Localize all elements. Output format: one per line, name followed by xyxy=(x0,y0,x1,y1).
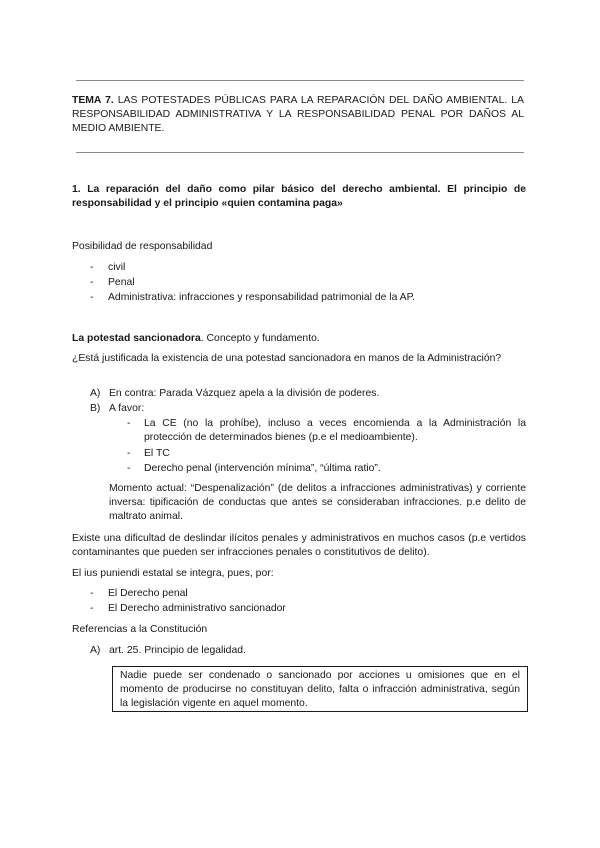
momento-actual: Momento actual: “Despenalización” (de delitos a infracciones administrativas) y corriente inversa: tipificación de conductas que antes se consideraban infracciones. p.e delito de maltrato animal. xyxy=(109,483,526,522)
bottom-rule xyxy=(76,152,524,153)
list-item: - El Derecho penal xyxy=(90,588,188,599)
dash-bullet: - xyxy=(90,588,94,599)
dash-bullet: - xyxy=(90,292,94,303)
referencias-label: Referencias a la Constitución xyxy=(72,624,208,635)
constitution-quote-box: Nadie puede ser condenado o sancionado por acciones u omisiones que en el momento de producirse no constituyan delito, falta o infracción administrativa, según la legislación vigente en aquel momento. xyxy=(112,666,528,712)
ius-list xyxy=(72,587,526,617)
option-b-text: A favor: xyxy=(109,403,145,414)
list-item: - Derecho penal (intervención mínima”, “última ratio”. xyxy=(127,463,381,474)
ius-intro: El ius puniendi estatal se integra, pues, por: xyxy=(72,568,274,579)
dash-bullet: - xyxy=(90,603,94,614)
posibilidad-list xyxy=(72,261,526,306)
title-number: TEMA 7. xyxy=(72,95,114,106)
posibilidad-label: Posibilidad de responsabilidad xyxy=(72,241,213,252)
option-a-text: En contra: Parada Vázquez apela a la división de poderes. xyxy=(109,388,380,399)
list-item: - Penal xyxy=(90,277,135,288)
title-text: LAS POTESTADES PÚBLICAS PARA LA REPARACIÓN DEL DAÑO AMBIENTAL. LA RESPONSABILIDAD ADMINISTRATIVA Y LA RESPONSABILIDAD PENAL POR DAÑOS AL MEDIO AMBIENTE. xyxy=(72,95,524,134)
dash-bullet: - xyxy=(127,418,131,429)
referencias-marker: A) xyxy=(90,645,101,656)
section-heading-line1: 1. La reparación del daño como pilar básico del derecho ambiental. El principio de xyxy=(72,184,526,195)
document-title xyxy=(72,94,524,136)
section-heading-line2: responsabilidad y el principio «quien contamina paga» xyxy=(72,198,343,209)
dash-bullet: - xyxy=(127,448,131,459)
list-item: - La CE (no la prohíbe), incluso a veces encomienda a la Administración la protección de determinados bienes (p.e el medioambiente). xyxy=(127,418,526,443)
favor-list xyxy=(72,417,526,477)
list-item: - civil xyxy=(90,262,126,273)
list-item: - Administrativa: infracciones y responsabilidad patrimonial de la AP. xyxy=(90,292,416,303)
potestad-heading-rest: . Concepto y fundamento. xyxy=(200,333,320,344)
top-rule xyxy=(76,80,524,81)
potestad-heading xyxy=(72,332,526,346)
option-b-marker: B) xyxy=(90,403,101,414)
dash-bullet: - xyxy=(90,262,94,273)
dash-bullet: - xyxy=(90,277,94,288)
referencias-text: art. 25. Principio de legalidad. xyxy=(109,645,246,656)
potestad-question: ¿Está justificada la existencia de una potestad sancionadora en manos de la Administración? xyxy=(72,353,502,364)
dash-bullet: - xyxy=(127,463,131,474)
section-heading xyxy=(72,183,526,211)
option-a-marker: A) xyxy=(90,388,101,399)
potestad-heading-bold: La potestad sancionadora xyxy=(72,333,201,344)
dificultad-paragraph: Existe una dificultad de deslindar ilícitos penales y administrativos en muchos casos (p.e vertidos contaminantes que pueden ser infracciones penales o constitutivos de delito). xyxy=(72,533,526,558)
list-item: - El TC xyxy=(127,448,170,459)
list-item: - El Derecho administrativo sancionador xyxy=(90,603,286,614)
